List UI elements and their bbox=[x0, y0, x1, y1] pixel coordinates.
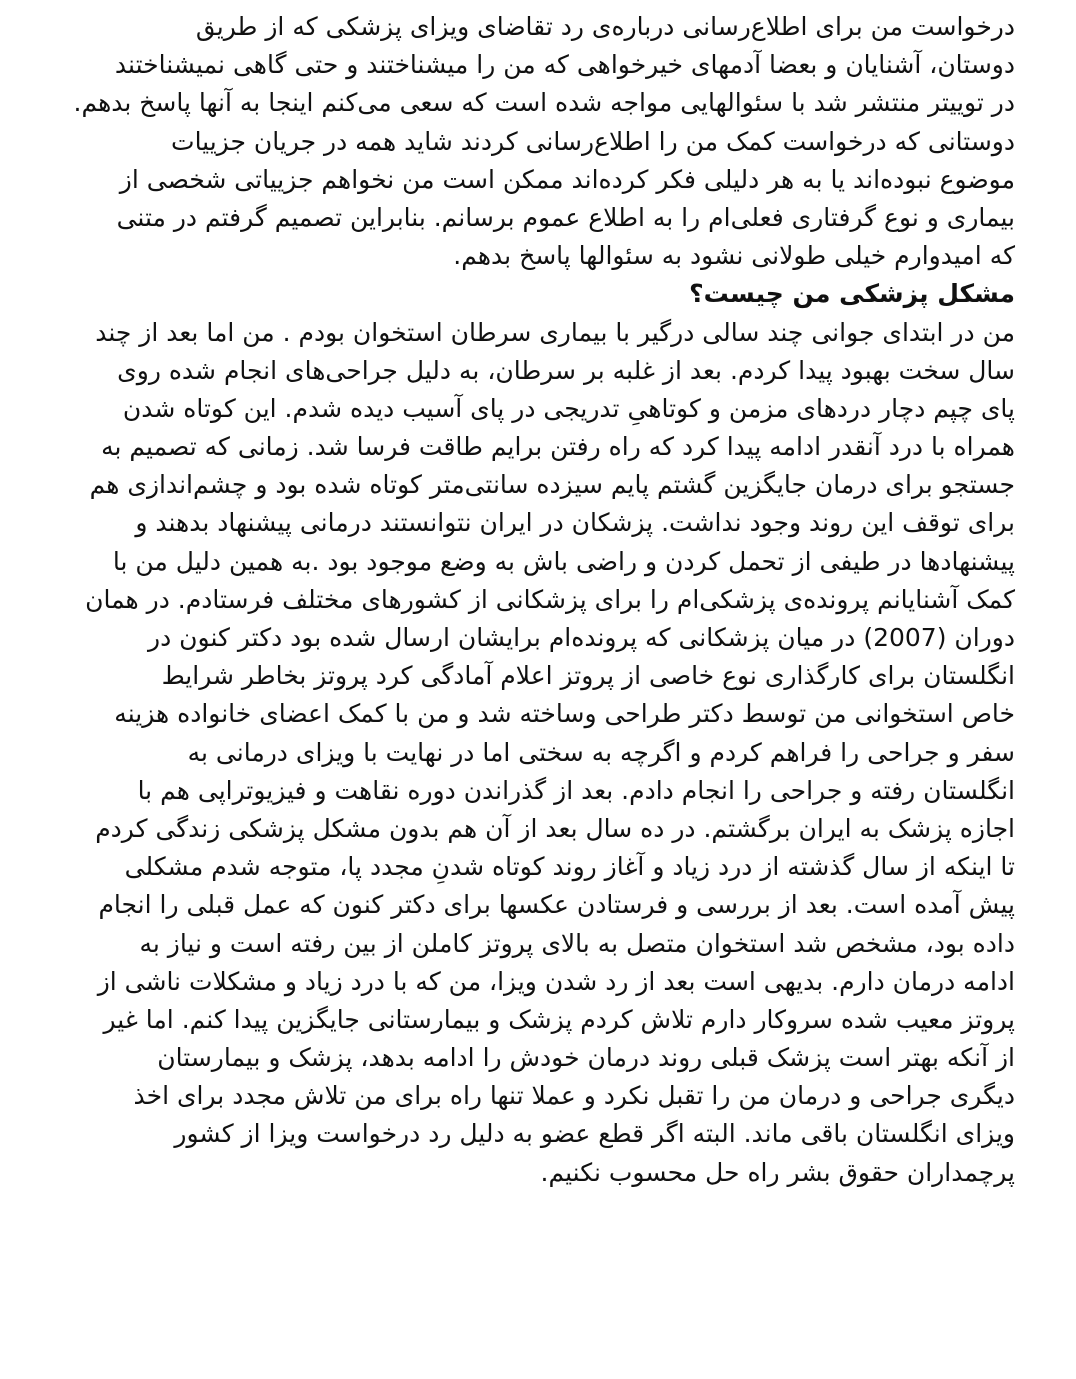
text-line: ویزای انگلستان باقی ماند. البته اگر قطع عضو به دلیل رد درخواست ویزا از کشور bbox=[174, 1119, 1015, 1149]
text-line: پیشنهادها در طیفی از تحمل کردن و راضی باش به وضع موجود بود .به همین دلیل من با bbox=[112, 546, 1015, 576]
text-line: که امیدوارم خیلی طولانی نشود به سئوالها پاسخ بدهم. bbox=[453, 241, 1015, 271]
text-line: من در ابتدای جوانی چند سالی درگیر با بیماری سرطان استخوان بودم . من اما بعد از چند bbox=[95, 317, 1015, 347]
document-body bbox=[70, 8, 1015, 1192]
text-line: داده بود، مشخص شد استخوان متصل به بالای پروتز کاملن از بین رفته است و نیاز به bbox=[139, 928, 1015, 958]
text-line: کمک آشنایانم پرونده‌ی پزشکی‌ام را برای پزشکانی از کشورهای مختلف فرستادم. در همان bbox=[85, 584, 1015, 614]
text-line: اجازه پزشک به ایران برگشتم. در ده سال بعد از آن هم بدون مشکل پزشکی زندگی کردم bbox=[95, 813, 1015, 843]
text-line: دیگری جراحی و درمان من را تقبل نکرد و عملا تنها راه برای من تلاش مجدد برای اخذ bbox=[133, 1081, 1015, 1111]
text-line: پرچمداران حقوق بشر راه حل محسوب نکنیم. bbox=[540, 1157, 1015, 1187]
intro-paragraph-2 bbox=[70, 123, 1015, 276]
text-line: از آنکه بهتر است پزشک قبلی روند درمان خودش را ادامه بدهد، پزشک و بیمارستان bbox=[157, 1043, 1015, 1073]
text-line: ادامه درمان دارم. بدیهی است بعد از رد شدن ویزا، من که با درد زیاد و مشکلات ناشی از bbox=[97, 966, 1015, 996]
text-line: انگلستان برای کارگذاری نوع خاصی از پروتز اعلام آمادگی کرد پروتز بخاطر شرایط bbox=[161, 661, 1015, 691]
text-line: جستجو برای درمان جایگزین گشتم پایم سیزده سانتی‌متر کوتاه شده بود و چشم‌اندازی هم bbox=[89, 470, 1015, 500]
text-line: خاص استخوانی من توسط دکتر طراحی وساخته شد و من با کمک اعضای خانواده هزینه bbox=[114, 699, 1015, 729]
text-line: همراه با درد آنقدر ادامه پیدا کرد که راه رفتن برایم طاقت فرسا شد. زمانی که تصمیم به bbox=[101, 432, 1015, 462]
text-line: موضوع نبوده‌اند یا به هر دلیلی فکر کرده‌اند ممکن است من نخواهم جزییاتی شخصی از bbox=[119, 164, 1015, 194]
section-heading: مشکل پزشکی من چیست؟ bbox=[689, 279, 1015, 309]
text-line: پیش آمده است. بعد از بررسی و فرستادن عکسها برای دکتر کنون که عمل قبلی را انجام bbox=[98, 890, 1015, 920]
text-line: سال سخت بهبود پیدا کردم. بعد از غلبه بر سرطان، به دلیل جراحی‌های انجام شده روی bbox=[117, 355, 1015, 385]
text-line: دوستان، آشنایان و بعضا آدمهای خیرخواهی که من را میشناختند و حتی گاهی نمیشناختند bbox=[114, 50, 1015, 80]
intro-paragraph-1 bbox=[70, 8, 1015, 123]
text-line: برای توقف این روند وجود نداشت. پزشکان در ایران نتوانستند درمانی پیشنهاد بدهند و bbox=[135, 508, 1015, 538]
text-line: دوران (2007) در میان پزشکانی که پرونده‌ام برایشان ارسال شده بود دکتر کنون در bbox=[148, 623, 1015, 652]
text-line: پای چپم دچار دردهای مزمن و کوتاهیِ تدریجی در پای آسیب دیده شدم. این کوتاه شدن bbox=[122, 393, 1015, 423]
text-line: انگلستان رفته و جراحی را انجام دادم. بعد از گذراندن دوره نقاهت و فیزیوتراپی هم با bbox=[137, 775, 1015, 805]
text-line: در توییتر منتشر شد با سئوالهایی مواجه شده است که سعی می‌کنم اینجا به آنها پاسخ بدهم. bbox=[73, 88, 1015, 118]
body-paragraph bbox=[70, 314, 1015, 1192]
text-line: سفر و جراحی را فراهم کردم و اگرچه به سختی اما در نهایت با ویزای درمانی به bbox=[187, 737, 1015, 767]
text-line: بیماری و نوع گرفتاری فعلی‌ام را به اطلاع عموم برسانم. بنابراین تصمیم گرفتم در متنی bbox=[116, 202, 1015, 232]
text-line: تا اینکه از سال گذشته از درد زیاد و آغاز روند کوتاه شدنِ مجدد پا، متوجه شدم مشکلی bbox=[124, 852, 1015, 882]
text-line: دوستانی که درخواست کمک من را اطلاع‌رسانی کردند شاید همه در جریان جزییات bbox=[171, 126, 1015, 156]
text-line: پروتز معیب شده سروکار دارم تلاش کردم پزشک و بیمارستانی جایگزین پیدا کنم. اما غیر bbox=[103, 1004, 1015, 1034]
text-line: درخواست من برای اطلاع‌رسانی درباره‌ی رد تقاضای ویزای پزشکی که از طریق bbox=[195, 12, 1015, 41]
